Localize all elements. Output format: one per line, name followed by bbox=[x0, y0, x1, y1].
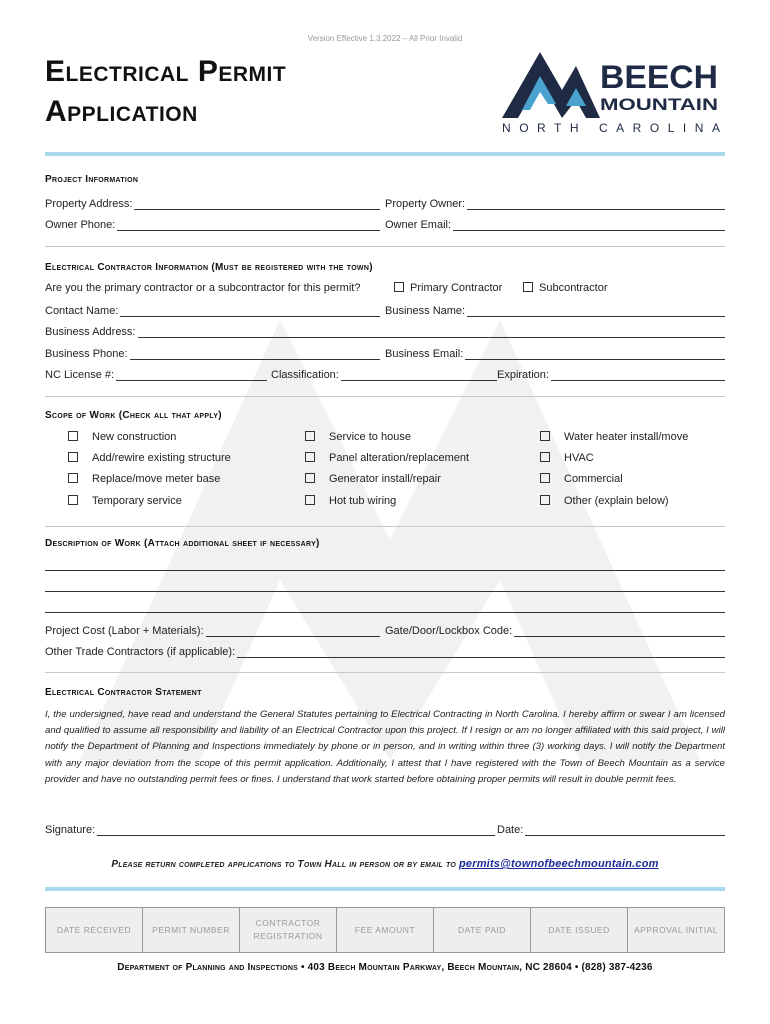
project-info-heading: Project Information bbox=[45, 174, 139, 185]
property-owner-label: Property Owner: bbox=[385, 198, 466, 210]
scope-option[interactable] bbox=[305, 452, 469, 464]
expiration-field[interactable] bbox=[497, 367, 725, 381]
scope-option[interactable] bbox=[540, 452, 594, 464]
classification-label: Classification: bbox=[271, 369, 339, 381]
row-cost bbox=[45, 623, 725, 639]
checkbox[interactable] bbox=[540, 495, 550, 505]
other-trades-field[interactable] bbox=[45, 644, 725, 658]
office-divider bbox=[45, 887, 725, 891]
office-use-cell: DATE RECEIVED bbox=[46, 908, 143, 953]
owner-phone-field[interactable] bbox=[45, 217, 380, 231]
business-name-label: Business Name: bbox=[385, 305, 466, 317]
row-contractor-type bbox=[45, 282, 725, 298]
title-line-2: Application bbox=[45, 95, 198, 128]
version-note: Version Effective 1.3.2022 – All Prior Invalid bbox=[307, 34, 463, 43]
office-use-cell: FEE AMOUNT bbox=[337, 908, 434, 953]
contractor-type-question: Are you the primary contractor or a subcontractor for this permit? bbox=[45, 282, 361, 294]
scope-option[interactable] bbox=[540, 473, 623, 485]
return-instructions bbox=[0, 858, 770, 870]
row-owner bbox=[45, 217, 725, 233]
date-field[interactable] bbox=[497, 822, 725, 836]
scope-option[interactable] bbox=[305, 431, 411, 443]
beech-mountain-logo bbox=[500, 46, 730, 141]
statement-heading: Electrical Contractor Statement bbox=[45, 687, 202, 698]
scope-option-label: Service to house bbox=[329, 431, 411, 443]
logo-word-beech: BEECH bbox=[600, 59, 718, 95]
property-address-label: Property Address: bbox=[45, 198, 133, 210]
scope-option-label: Add/rewire existing structure bbox=[92, 452, 231, 464]
checkbox[interactable] bbox=[305, 473, 315, 483]
scope-option-label: Other (explain below) bbox=[564, 495, 669, 507]
description-line-3[interactable] bbox=[45, 612, 725, 613]
nc-license-field[interactable] bbox=[45, 367, 267, 381]
expiration-label: Expiration: bbox=[497, 369, 549, 381]
scope-option-label: Commercial bbox=[564, 473, 623, 485]
checkbox[interactable] bbox=[68, 431, 78, 441]
scope-heading: Scope of Work (Check all that apply) bbox=[45, 410, 222, 421]
description-heading: Description of Work (Attach additional sheet if necessary) bbox=[45, 538, 320, 549]
logo-word-mountain: MOUNTAIN bbox=[600, 95, 718, 114]
business-phone-field[interactable] bbox=[45, 346, 380, 360]
business-address-field[interactable] bbox=[45, 324, 725, 338]
project-cost-field[interactable] bbox=[45, 623, 380, 637]
primary-contractor-label: Primary Contractor bbox=[410, 282, 503, 294]
property-owner-field[interactable] bbox=[385, 196, 725, 210]
checkbox[interactable] bbox=[540, 431, 550, 441]
checkbox[interactable] bbox=[540, 452, 550, 462]
row-signature bbox=[45, 822, 725, 838]
checkbox[interactable] bbox=[540, 473, 550, 483]
permits-email-link[interactable]: permits@townofbeechmountain.com bbox=[458, 858, 659, 870]
office-use-cell: DATE ISSUED bbox=[531, 908, 628, 953]
description-line-1[interactable] bbox=[45, 570, 725, 571]
divider bbox=[45, 526, 725, 527]
row-license bbox=[45, 367, 725, 383]
scope-option[interactable] bbox=[68, 431, 176, 443]
nc-license-label: NC License #: bbox=[45, 369, 115, 381]
gate-code-field[interactable] bbox=[385, 623, 725, 637]
classification-field[interactable] bbox=[271, 367, 497, 381]
row-other-trades bbox=[45, 644, 725, 660]
divider bbox=[45, 396, 725, 397]
business-address-label: Business Address: bbox=[45, 326, 136, 338]
scope-option[interactable] bbox=[305, 495, 396, 507]
description-line-2[interactable] bbox=[45, 591, 725, 592]
other-trades-label: Other Trade Contractors (if applicable): bbox=[45, 646, 236, 658]
subcontractor-option[interactable] bbox=[523, 282, 607, 294]
contact-name-label: Contact Name: bbox=[45, 305, 119, 317]
page-title bbox=[45, 52, 286, 132]
office-use-cell: CONTRACTOR REGISTRATION bbox=[240, 908, 337, 953]
divider bbox=[45, 246, 725, 247]
scope-option[interactable] bbox=[68, 473, 220, 485]
divider bbox=[45, 672, 725, 673]
title-line-1: Electrical Permit bbox=[45, 55, 287, 88]
scope-option-label: HVAC bbox=[564, 452, 594, 464]
office-use-row bbox=[46, 908, 725, 953]
scope-option-label: Water heater install/move bbox=[564, 431, 689, 443]
checkbox[interactable] bbox=[523, 282, 533, 292]
scope-option-label: Hot tub wiring bbox=[329, 495, 397, 507]
owner-phone-label: Owner Phone: bbox=[45, 219, 116, 231]
scope-option[interactable] bbox=[540, 431, 688, 443]
project-cost-label: Project Cost (Labor + Materials): bbox=[45, 625, 204, 637]
scope-option[interactable] bbox=[305, 473, 441, 485]
row-property bbox=[45, 196, 725, 212]
row-address bbox=[45, 324, 725, 340]
office-use-cell: PERMIT NUMBER bbox=[143, 908, 240, 953]
scope-option-label: Replace/move meter base bbox=[92, 473, 221, 485]
checkbox[interactable] bbox=[305, 495, 315, 505]
row-business-contact bbox=[45, 346, 725, 362]
business-email-field[interactable] bbox=[385, 346, 725, 360]
checkbox[interactable] bbox=[305, 431, 315, 441]
signature-label: Signature: bbox=[45, 824, 96, 836]
footer-contact: Department of Planning and Inspections • 403 Beech Mountain Parkway, Beech Mountain, NC 28604 • (828) 387-4236 bbox=[117, 962, 653, 973]
scope-option-label: Generator install/repair bbox=[329, 473, 441, 485]
business-name-field[interactable] bbox=[385, 303, 725, 317]
checkbox[interactable] bbox=[394, 282, 404, 292]
property-address-field[interactable] bbox=[45, 196, 380, 210]
checkbox[interactable] bbox=[305, 452, 315, 462]
gate-code-label: Gate/Door/Lockbox Code: bbox=[385, 625, 513, 637]
checkbox[interactable] bbox=[68, 473, 78, 483]
contact-name-field[interactable] bbox=[45, 303, 380, 317]
owner-email-field[interactable] bbox=[385, 217, 725, 231]
scope-option-label: Temporary service bbox=[92, 495, 182, 507]
business-phone-label: Business Phone: bbox=[45, 348, 128, 360]
scope-option[interactable] bbox=[68, 452, 231, 464]
owner-email-label: Owner Email: bbox=[385, 219, 452, 231]
contractor-info-heading: Electrical Contractor Information (Must be registered with the town) bbox=[45, 262, 373, 273]
date-label: Date: bbox=[497, 824, 524, 836]
scope-option[interactable] bbox=[68, 495, 182, 507]
scope-option-label: Panel alteration/replacement bbox=[329, 452, 470, 464]
return-note: Please return completed applications to Town Hall in person or by email to bbox=[111, 859, 456, 870]
office-use-cell: APPROVAL INITIAL bbox=[628, 908, 725, 953]
scope-option[interactable] bbox=[540, 495, 669, 507]
business-email-label: Business Email: bbox=[385, 348, 464, 360]
primary-contractor-option[interactable] bbox=[394, 282, 502, 294]
logo-word-north-carolina: NORTH CAROLINA bbox=[502, 121, 720, 135]
checkbox[interactable] bbox=[68, 495, 78, 505]
statement-text: I, the undersigned, have read and understand the General Statutes pertaining to Electrical Contracting in North Carolina. I hereby affirm or swear I am licensed and qualified to assume all responsibility and liability of an Electrical Contractor upon this project. If I resign or am no longer affiliated with this said project, I will notify the Department of Planning and Inspections immediately by phone or in person, and in writing within three (3) working days. I will notify the Department with any major deviation from the scope of this permit application. Additionally, I attest that I have registered with the Town of Beech Mountain as a service provider and have no outstanding permit fees or fines. I understand that work started before obtaining proper permits will result in double permit fees. bbox=[45, 709, 725, 785]
signature-field[interactable] bbox=[45, 822, 495, 836]
subcontractor-label: Subcontractor bbox=[539, 282, 608, 294]
office-use-cell: DATE PAID bbox=[434, 908, 531, 953]
office-use-table bbox=[45, 907, 725, 953]
mountain-logo-icon bbox=[500, 46, 730, 141]
checkbox[interactable] bbox=[68, 452, 78, 462]
row-contact bbox=[45, 303, 725, 319]
header-divider bbox=[45, 152, 725, 156]
scope-option-label: New construction bbox=[92, 431, 177, 443]
